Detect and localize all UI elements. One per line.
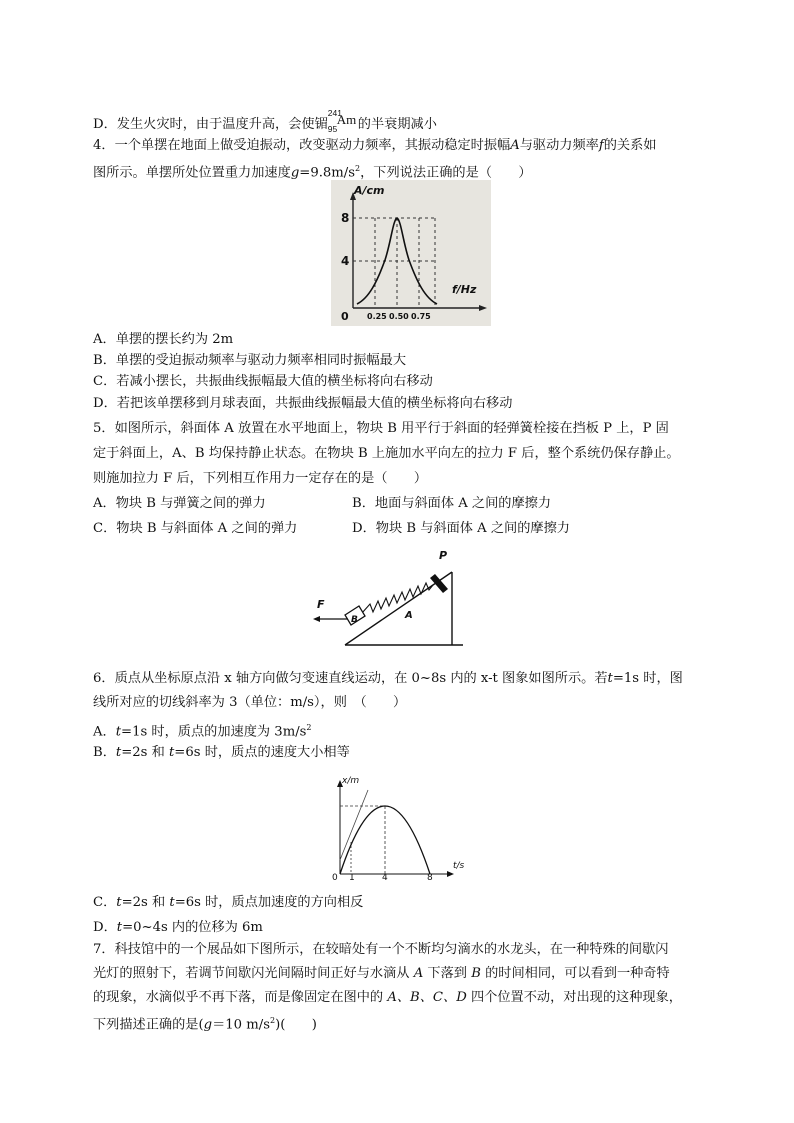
t-tick-8: 8 xyxy=(427,873,433,882)
label-b: B xyxy=(351,615,358,625)
isotope-atomic-number: 95 xyxy=(327,124,338,134)
q6-text: =0~4s 内的位移为 6m xyxy=(122,920,263,935)
label-a: A xyxy=(405,610,413,621)
q7-var-g: g xyxy=(203,1017,213,1033)
q4-var-f: f xyxy=(598,138,604,153)
q7-text: 光灯的照射下，若调节间歇闪光间隔时间正好与水滴从 xyxy=(93,966,414,981)
x-axis-label: f/Hz xyxy=(452,283,477,296)
y-tick-4: 4 xyxy=(341,254,350,268)
q4-stem-line1 xyxy=(93,137,657,155)
q3-option-d-text-end: 的半衰期减小 xyxy=(357,117,437,132)
q6-var-t: t xyxy=(116,920,123,935)
q6-text: =6s 时，质点加速度的方向相反 xyxy=(174,895,364,910)
q6-option-a xyxy=(93,719,312,741)
q6-text: =2s 和 xyxy=(121,745,169,760)
q4-option-b: B．单摆的受迫振动频率与驱动力频率相同时振幅最大 xyxy=(93,353,407,368)
q6-text: D． xyxy=(93,920,117,935)
q4-var-a: A xyxy=(510,138,520,153)
q7-var-b: B xyxy=(471,966,481,981)
q7-text: 下列描述正确的是( xyxy=(93,1017,204,1033)
q3-option-d-text: D．发生火灾时，由于温度升高，会使镅 xyxy=(93,117,328,132)
q4-option-c: C．若减小摆长，共振曲线振幅最大值的横坐标将向右移动 xyxy=(93,374,433,389)
resonance-curve-figure xyxy=(331,180,491,326)
q7-text: )( ) xyxy=(275,1017,317,1033)
t-tick-1: 1 xyxy=(349,873,355,882)
q6-option-d xyxy=(93,919,263,937)
y-axis-label: A/cm xyxy=(354,184,385,197)
q5-stem-line3: 则施加拉力 F 后，下列相互作用力一定存在的是（ ） xyxy=(93,471,428,486)
tangent-line xyxy=(340,790,368,860)
q5-option-a: A．物块 B 与弹簧之间的弹力 xyxy=(93,496,266,511)
x-tick-050: 0.50 xyxy=(389,312,409,321)
q7-text: ＝10 m/s xyxy=(212,1017,270,1033)
q6-text: =6s 时，质点的速度大小相等 xyxy=(174,745,350,760)
q6-option-b xyxy=(93,744,350,762)
q7-text: 四个位置不动，对出现的这种现象， xyxy=(466,990,682,1005)
americium-isotope xyxy=(327,108,358,134)
q5-stem-line1: 5．如图所示，斜面体 A 放置在水平地面上，物块 B 用平行于斜面的轻弹簧栓接在挡板 P 上，P 固 xyxy=(93,421,669,436)
isotope-mass-number: 241 xyxy=(327,108,342,118)
origin-label: 0 xyxy=(332,873,338,882)
y-tick-8: 8 xyxy=(341,211,350,225)
q6-stem-line1 xyxy=(93,670,683,688)
q4-text: 图所示。单摆所处位置重力加速度 xyxy=(93,165,291,181)
xt-graph-figure xyxy=(320,772,470,882)
q7-text: 的现象，水滴似乎不再下落，而是像固定在图中的 xyxy=(93,990,388,1005)
q7-text: 的时间相同，可以看到一种奇特 xyxy=(480,966,670,981)
q6-text: 6．质点从坐标原点沿 x 轴方向做匀变速直线运动，在 0~8s 内的 x-t 图象如图所示。若 xyxy=(93,671,608,686)
q4-text: 与驱动力频率 xyxy=(519,138,599,153)
q7-stem-line1: 7．科技馆中的一个展品如下图所示，在较暗处有一个不断均匀滴水的水龙头，在一种特殊的间歇闪 xyxy=(93,942,669,957)
q6-exponent: 2 xyxy=(306,723,312,732)
q5-option-b: B．地面与斜面体 A 之间的摩擦力 xyxy=(352,496,552,511)
q5-option-d: D．物块 B 与斜面体 A 之间的摩擦力 xyxy=(352,521,570,536)
q7-stem-line3 xyxy=(93,989,682,1007)
q6-stem-line2: 线所对应的切线斜率为 3（单位：m/s），则 （ ） xyxy=(93,695,407,710)
q6-text: =2s 和 xyxy=(121,895,170,910)
q7-stem-line2 xyxy=(93,965,670,983)
y-axis-label: x/m xyxy=(342,776,360,786)
resonance-curve-svg xyxy=(331,180,491,326)
q6-text: B． xyxy=(93,745,116,760)
q6-text: C． xyxy=(93,895,117,910)
incline-svg xyxy=(305,545,475,650)
q6-var-t: t xyxy=(115,724,122,740)
q6-text: =1s 时，图 xyxy=(612,671,683,686)
q7-var-letters: A、B、C、D xyxy=(387,990,467,1005)
t-tick-4: 4 xyxy=(382,873,388,882)
origin-label: 0 xyxy=(341,310,349,323)
q7-var-a: A xyxy=(413,966,424,981)
force-f-arrowhead xyxy=(313,616,320,622)
x-tick-075: 0.75 xyxy=(411,312,431,321)
q6-var-t: t xyxy=(169,895,175,910)
q5-stem-line2: 定于斜面上，A、B 均保持静止状态。在物块 B 上施加水平向左的拉力 F 后，整个系统仍保存静止。 xyxy=(93,446,680,461)
q4-text: =9.8m/s xyxy=(299,165,356,181)
q5-option-c: C．物块 B 与斜面体 A 之间的弹力 xyxy=(93,521,298,536)
q3-option-d xyxy=(93,108,437,134)
q4-option-d: D．若把该单摆移到月球表面，共振曲线振幅最大值的横坐标将向右移动 xyxy=(93,396,513,411)
q6-var-t: t xyxy=(607,671,613,686)
x-tick-025: 0.25 xyxy=(367,312,387,321)
q7-stem-line4 xyxy=(93,1012,317,1034)
t-axis-arrow xyxy=(447,871,454,877)
incline-figure xyxy=(305,545,475,650)
q4-text: 的关系如 xyxy=(603,138,657,153)
q6-var-t: t xyxy=(115,745,122,760)
q7-text: 下落到 xyxy=(423,966,472,981)
label-p: P xyxy=(439,549,448,562)
q6-text: =1s 时，质点的加速度为 3m/s xyxy=(121,724,307,740)
photo-background xyxy=(331,180,491,326)
label-f: F xyxy=(317,598,325,611)
q4-text: 4．一个单摆在地面上做受迫振动，改变驱动力频率，其振动稳定时振幅 xyxy=(93,138,511,153)
q6-var-t: t xyxy=(168,745,175,760)
q6-var-t: t xyxy=(116,895,122,910)
xt-graph-svg xyxy=(320,772,470,882)
q7-exponent: 2 xyxy=(270,1016,276,1025)
q4-exponent: 2 xyxy=(355,164,361,173)
q4-option-a: A．单摆的摆长约为 2m xyxy=(93,332,234,347)
q6-option-c xyxy=(93,894,363,912)
x-axis-label: t/s xyxy=(453,861,465,871)
isotope-symbol: Am xyxy=(336,112,357,127)
q4-text: ，下列说法正确的是（ ） xyxy=(360,165,532,181)
q6-text: A． xyxy=(93,724,116,740)
q4-var-g: g xyxy=(290,165,300,181)
